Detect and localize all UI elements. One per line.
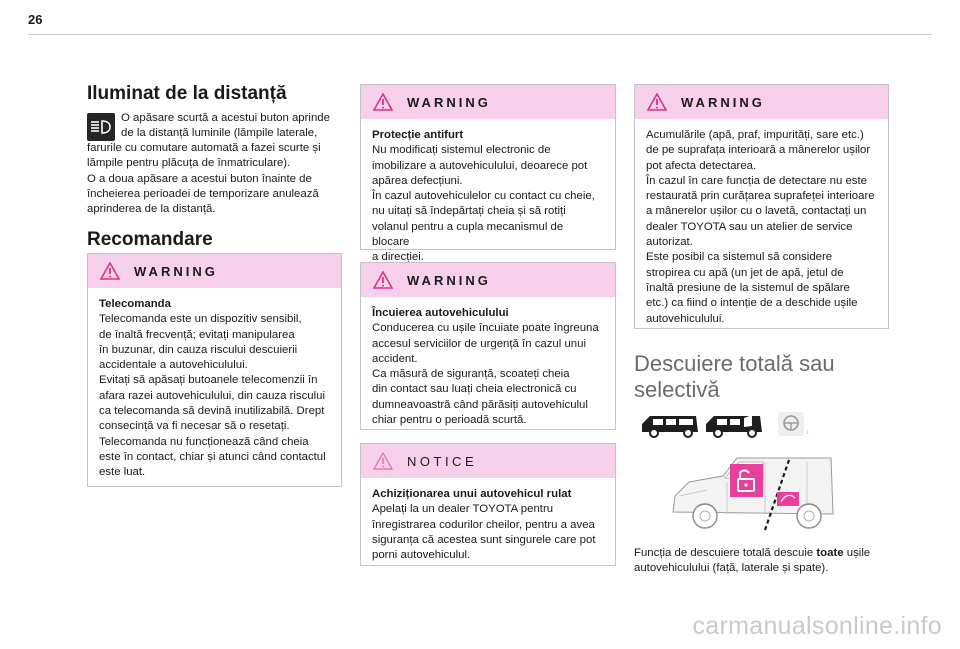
warning-line: Telecomanda este un dispozitiv sensibil, bbox=[99, 313, 302, 326]
warning-line: de înaltă frecvență; evitați manipularea bbox=[99, 328, 295, 341]
caption-bold: toate bbox=[816, 547, 844, 559]
lighting-line: O a doua apăsare a acestui buton înainte de bbox=[87, 172, 312, 185]
warning-header bbox=[635, 85, 888, 119]
watermark: carmanualsonline.info bbox=[692, 612, 942, 640]
notice-line: siguranța că acestea sunt singurele care pot bbox=[372, 533, 596, 546]
lighting-line: de la distanță luminile (lămpile laterale, bbox=[121, 127, 318, 140]
warning-header bbox=[361, 263, 615, 297]
lighting-line: lămpile pentru plăcuța de înmatriculare). bbox=[87, 157, 291, 170]
unlocking-caption bbox=[634, 546, 894, 577]
lighting-line: farurile cu comutare automată a fazei scurte și bbox=[87, 142, 321, 154]
warning-line: În cazul autovehiculelor cu contact cu cheie, bbox=[372, 190, 595, 203]
lighting-line: aprinderea de la distanță. bbox=[87, 203, 216, 216]
warning-line: înaltă presiune de la sistemul de spălare bbox=[646, 281, 850, 294]
warning-line: accidentale a autovehiculului. bbox=[99, 359, 248, 372]
recommendation-title: Recomandare bbox=[87, 229, 213, 250]
warning-line: apărea defecțiuni. bbox=[372, 174, 463, 187]
caption-text: Funcția de descuiere totală descuie bbox=[634, 547, 817, 559]
warning-label: WARNING bbox=[681, 94, 765, 110]
warning-line: stropirea cu apă (un jet de apă, jetul de bbox=[646, 266, 844, 279]
notice-line: Apelați la un dealer TOYOTA pentru bbox=[372, 503, 554, 516]
notice-header bbox=[361, 444, 615, 478]
header-rule bbox=[28, 34, 932, 35]
page-number: 26 bbox=[28, 12, 43, 27]
notice-label: NOTICE bbox=[407, 453, 478, 469]
warning-line: Telecomanda nu funcționează când cheia bbox=[99, 435, 309, 448]
warning-line: Este posibil ca sistemul să considere bbox=[646, 251, 833, 264]
warning-line: din contact sau luați cheia electronică cu bbox=[372, 383, 577, 396]
warning-heading: Telecomanda bbox=[99, 298, 171, 310]
warning-line: accident. bbox=[372, 352, 418, 365]
unlock-padlock-badge bbox=[730, 464, 763, 497]
warning-line: ca telecomanda să devină inutilizabilă. Drept bbox=[99, 405, 325, 418]
warning-line: autovehiculului. bbox=[646, 312, 725, 325]
caption-text: ușile bbox=[843, 547, 871, 559]
warning-line: etc.) ca fiind o intenție de a deschide ușile bbox=[646, 297, 858, 310]
warning-icon bbox=[647, 93, 667, 111]
warning-line: imobilizare a autovehiculului, deoarece pot bbox=[372, 159, 588, 172]
notice-heading: Achiziționarea unui autovehicul rulat bbox=[372, 488, 572, 500]
van-icons-row bbox=[640, 410, 815, 442]
warning-line: autorizat. bbox=[646, 236, 693, 249]
warning-line: dumneavoastră când părăsiți autovehiculul bbox=[372, 398, 588, 411]
warning-line: în buzunar, din cauza riscului descuierii bbox=[99, 343, 298, 356]
lighting-para1-lead bbox=[121, 111, 351, 142]
svg-text:↓: ↓ bbox=[806, 429, 810, 436]
notice-box-used-car bbox=[360, 443, 616, 566]
warning-icon bbox=[100, 262, 120, 280]
notice-line: porni autovehiculul. bbox=[372, 549, 471, 562]
warning-line: a mânerelor ușilor cu o lavetă, contactați un bbox=[646, 205, 867, 218]
notice-line: înregistrarea codurilor cheilor, pentru a avea bbox=[372, 518, 595, 531]
warning-body bbox=[361, 119, 615, 274]
lighting-para1 bbox=[87, 141, 352, 217]
warning-body bbox=[88, 288, 341, 489]
warning-line: Ca măsură de siguranță, scoateți cheia bbox=[372, 368, 570, 381]
warning-line: consecință va fi necesar să o resetați. bbox=[99, 420, 290, 433]
warning-line: a direcției. bbox=[372, 251, 424, 264]
warning-line: accesul serviciilor de urgență în cazul unui bbox=[372, 337, 587, 350]
warning-box-locking bbox=[360, 262, 616, 430]
warning-line: de pe suprafața interioară a mânerelor ușilor bbox=[646, 144, 871, 157]
warning-body bbox=[361, 297, 615, 436]
steering-wheel-icon bbox=[778, 412, 810, 436]
lighting-line: încheierea perioadei de temporizare anulează bbox=[87, 187, 319, 200]
warning-line: În cazul în care funcția de detectare nu este bbox=[646, 174, 867, 187]
warning-line: Evitați să apăsați butoanele telecomenzii în bbox=[99, 374, 318, 387]
warning-header bbox=[88, 254, 341, 288]
lights-icon bbox=[87, 113, 115, 141]
warning-line: chiar pentru o perioadă scurtă. bbox=[372, 414, 527, 427]
warning-heading: Încuierea autovehiculului bbox=[372, 307, 509, 319]
warning-line: nu uitați să îndepărtați cheia și să rotiți bbox=[372, 205, 566, 218]
warning-line: este în contact, chiar și atunci când contactul bbox=[99, 450, 326, 463]
warning-icon bbox=[373, 93, 393, 111]
warning-line: dealer TOYOTA sau un atelier de service bbox=[646, 220, 853, 233]
van-unlock-illustration bbox=[667, 452, 835, 534]
warning-line: Nu modificați sistemul electronic de bbox=[372, 144, 551, 157]
van-side-icon bbox=[642, 416, 698, 437]
lighting-title: Iluminat de la distanță bbox=[87, 83, 287, 104]
warning-box-door-handles bbox=[634, 84, 889, 329]
warning-icon bbox=[373, 271, 393, 289]
warning-line: Acumulările (apă, praf, impurități, sare etc.) bbox=[646, 129, 864, 141]
warning-box-remote bbox=[87, 253, 342, 487]
warning-label: WARNING bbox=[407, 94, 491, 110]
notice-body bbox=[361, 478, 615, 571]
warning-label: WARNING bbox=[407, 272, 491, 288]
warning-line: afara razei autovehiculului, din cauza riscului bbox=[99, 389, 326, 402]
unlocking-title-line: Descuiere totală sau bbox=[634, 351, 835, 376]
unlocking-title-line: selectivă bbox=[634, 377, 720, 402]
warning-label: WARNING bbox=[134, 263, 218, 279]
warning-line: este luat. bbox=[99, 466, 146, 479]
warning-header bbox=[361, 85, 615, 119]
van-selection-icons bbox=[640, 410, 815, 442]
unlocking-section-title bbox=[634, 351, 835, 403]
caption-text: autovehiculului (față, laterale și spate). bbox=[634, 562, 829, 575]
warning-box-antitheft bbox=[360, 84, 616, 264]
warning-heading: Protecție antifurt bbox=[372, 129, 464, 141]
door-handle-badge bbox=[777, 492, 799, 506]
lighting-lead-text: O apăsare scurtă a acestui buton aprinde bbox=[121, 112, 330, 124]
warning-body bbox=[635, 119, 888, 335]
warning-line: restaurată prin curățarea suprafeței interioare bbox=[646, 190, 875, 203]
warning-line: volanul pentru a cupla mecanismul de blocare bbox=[372, 220, 564, 249]
warning-line: Conducerea cu ușile încuiate poate îngreuna bbox=[372, 322, 599, 335]
van-doors-open-icon bbox=[706, 415, 762, 437]
warning-line: pot afecta detectarea. bbox=[646, 159, 757, 172]
notice-icon bbox=[373, 452, 393, 470]
